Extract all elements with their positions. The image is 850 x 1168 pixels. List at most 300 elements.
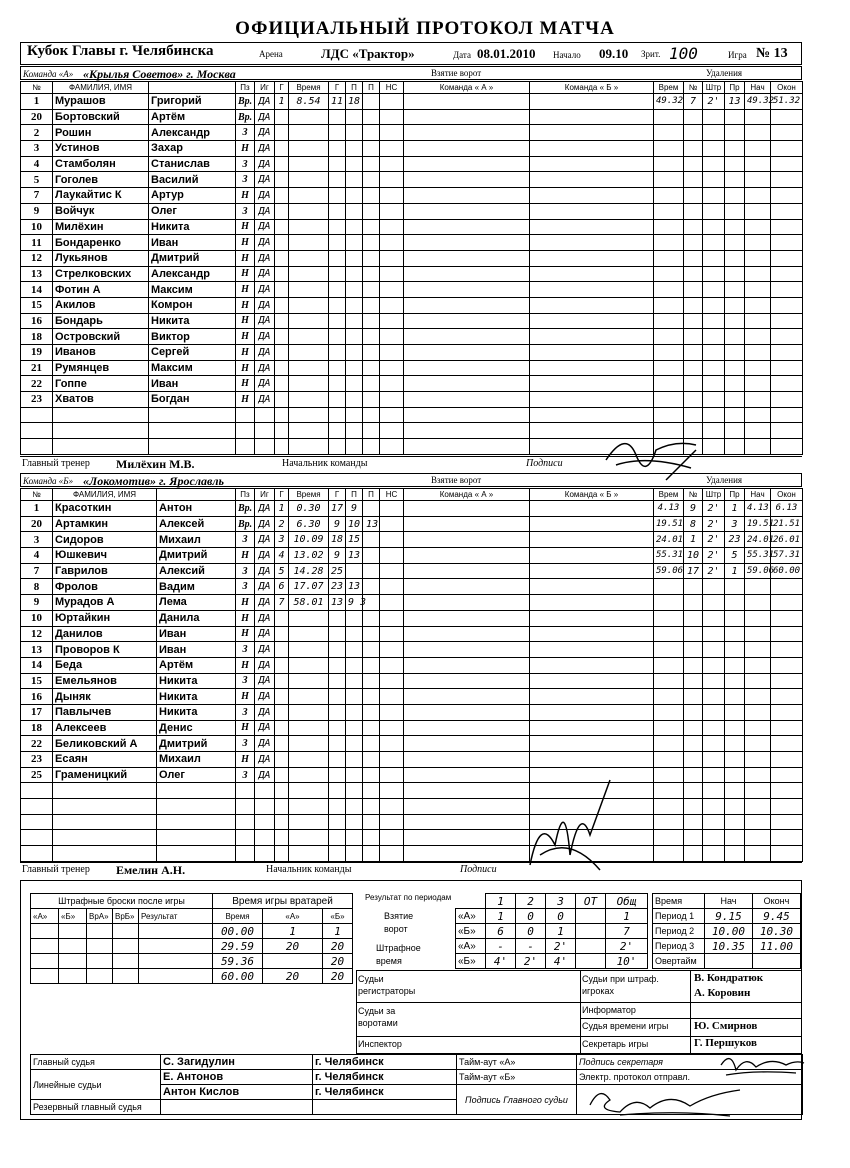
team-a-col [404,266,530,282]
goal-assist-2 [363,172,380,188]
pen-reason-header: Пр [725,489,745,501]
team-b-chief-label: Начальник команды [266,864,352,875]
pen-end [771,579,803,595]
shootout-cell [139,969,213,984]
player-played: ДА [255,501,275,517]
pen-end [771,219,803,235]
pen-b-value: 4' [486,954,516,969]
goal-ns [380,407,404,423]
name-header: ФАМИЛИЯ, ИМЯ [53,82,149,94]
pen-minutes [703,376,725,392]
team-a-col [404,188,530,204]
goal-time [289,297,329,313]
date-label: Дата [453,50,471,60]
pen-end [771,673,803,689]
gk-a: 20 [263,939,323,954]
pen-time [654,250,684,266]
goal-time [289,360,329,376]
pen-start: 55.31 [745,548,771,564]
goal-assist [346,156,363,172]
shootout-result-header: Результат [139,909,213,924]
pen-a-value: - [486,939,516,954]
player-firstname: Алексий [157,563,236,579]
team-b-col [530,266,654,282]
pos-header: Пз [236,489,255,501]
goal-scorer [329,282,346,298]
team-a-col [404,360,530,376]
goal-assist-2 [363,563,380,579]
goal-number [275,313,289,329]
player-row [21,392,803,408]
pen-reason [725,626,745,642]
player-number: 16 [21,313,53,329]
goal-assist [346,799,363,815]
team-b-col [530,704,654,720]
pen-reason [725,125,745,141]
goal-ns [380,345,404,361]
player-number: 14 [21,657,53,673]
pen-end [771,752,803,768]
shootout-cell [31,924,59,939]
player-position [236,799,255,815]
goal-time: 8.54 [289,94,329,110]
goal-number: 4 [275,548,289,564]
team-b-col [530,595,654,611]
goal-ns [380,626,404,642]
shootout-title: Штрафные броски после игры [31,894,213,909]
gk-b-header: «Б» [323,909,353,924]
player-number: 13 [21,266,53,282]
pen-reason [725,235,745,251]
goal-scorer [329,846,346,862]
pen-start [745,657,771,673]
goal-assist [346,172,363,188]
player-number: 13 [21,642,53,658]
player-played [255,783,275,799]
pen-end [771,814,803,830]
pen-player [684,610,703,626]
start-time: 09.10 [599,46,629,61]
team-a-col [404,673,530,689]
goal-assist [346,203,363,219]
player-number: 22 [21,376,53,392]
goal-ns [380,799,404,815]
pen-minutes [703,830,725,846]
goal-ns [380,392,404,408]
goal-time [289,250,329,266]
goal-scorer [329,250,346,266]
player-surname: Есаян [53,752,157,768]
player-position: З [236,642,255,658]
team-a-table [20,81,803,455]
pen-start [745,689,771,705]
secretary-sign-label: Подпись секретаря [577,1055,803,1070]
player-position [236,846,255,862]
goal-scorer [329,799,346,815]
pen-reason: 13 [725,94,745,110]
goal-ns [380,548,404,564]
period-label: Период 1 [653,909,705,924]
goal-scorer [329,439,346,455]
pen-minutes [703,360,725,376]
ot-header: ОТ [576,894,606,909]
goal-ns [380,125,404,141]
pen-time-header: Врем [654,489,684,501]
goal-assist [346,329,363,345]
player-firstname: Александр [149,125,236,141]
player-surname: Дыняк [53,689,157,705]
goal-ns [380,830,404,846]
goal-time [289,141,329,157]
linesmen-label: Линейные судьи [31,1070,161,1100]
pen-time [654,610,684,626]
team-b-col [530,579,654,595]
pen-time: 19.51 [654,516,684,532]
player-position [236,783,255,799]
goal-no-header: Г [275,489,289,501]
player-number: 18 [21,720,53,736]
goal-number [275,329,289,345]
goal-number: 5 [275,563,289,579]
player-position: З [236,767,255,783]
pen-start [745,282,771,298]
pen-time [654,188,684,204]
pen-reason [725,673,745,689]
player-number: 9 [21,595,53,611]
player-firstname [149,423,236,439]
team-b-col [530,109,654,125]
player-row [21,203,803,219]
player-number [21,423,53,439]
player-firstname: Денис [157,720,236,736]
player-row [21,830,803,846]
ns-header: НС [380,82,404,94]
team-b-col [530,345,654,361]
gk-b: 20 [323,939,353,954]
goal-ns [380,720,404,736]
team-a-col [404,172,530,188]
team-a-col [404,657,530,673]
team-a-col [404,516,530,532]
pen-time [654,814,684,830]
pen-time [654,626,684,642]
pen-end [771,125,803,141]
player-row [21,266,803,282]
player-played: ДА [255,109,275,125]
goals-a-value: 1 [486,909,516,924]
goal-number [275,141,289,157]
pen-minutes [703,125,725,141]
team-b-col [530,94,654,110]
goal-time [289,345,329,361]
pen-end [771,156,803,172]
pen-end [771,846,803,862]
player-firstname: Олег [149,203,236,219]
player-surname: Алексеев [53,720,157,736]
team-a-col [404,642,530,658]
player-number: 20 [21,516,53,532]
goal-number [275,814,289,830]
goal-scorer [329,392,346,408]
player-position: Вр. [236,501,255,517]
pen-start [745,846,771,862]
goal-scorer [329,329,346,345]
period-times-table [652,893,801,969]
player-position: З [236,172,255,188]
pen-start: 19.51 [745,516,771,532]
pen-minutes [703,345,725,361]
team-a-line [20,66,802,80]
pen-end: 51.32 [771,94,803,110]
player-row [21,219,803,235]
pen-time [654,109,684,125]
player-firstname: Алексей [157,516,236,532]
player-position: Н [236,376,255,392]
goal-number [275,626,289,642]
goal-number [275,704,289,720]
player-position [236,407,255,423]
pen-minutes [703,783,725,799]
pen-end [771,407,803,423]
goal-assist-2 [363,532,380,548]
team-b-coach-label: Главный тренер [22,864,90,875]
period-start [705,954,753,969]
goal-number [275,752,289,768]
pen-a-row [456,939,648,954]
pen-reason [725,203,745,219]
goal-assist [346,109,363,125]
pen-start [745,203,771,219]
player-row [21,767,803,783]
pen-reason [725,439,745,455]
chief-referee-signature-icon [580,1080,750,1120]
player-position: Н [236,266,255,282]
player-played: ДА [255,282,275,298]
start-label: Начало [553,50,581,60]
goal-number [275,657,289,673]
pen-end [771,830,803,846]
start-title: Нач [705,894,753,909]
player-position: З [236,203,255,219]
pen-minutes [703,219,725,235]
goal-assist [346,235,363,251]
goal-number [275,250,289,266]
team-b-col [530,563,654,579]
pen-time [654,203,684,219]
player-firstname: Григорий [149,94,236,110]
player-row [21,532,803,548]
player-number: 16 [21,689,53,705]
goal-time [289,783,329,799]
goal-assist [346,830,363,846]
goals-b-value [576,924,606,939]
player-firstname: Никита [157,704,236,720]
secretary-signature-icon [716,1045,806,1083]
goals-b-label: «Б» [456,924,486,939]
goal-assist-2 [363,610,380,626]
goal-assist-2 [363,548,380,564]
pen-time: 24.01 [654,532,684,548]
goal-scorer [329,141,346,157]
team-a-col [404,704,530,720]
player-number: 5 [21,172,53,188]
pen-start [745,156,771,172]
goal-assist-2 [363,297,380,313]
goal-scorer [329,188,346,204]
goal-number [275,783,289,799]
player-firstname: Станислав [149,156,236,172]
goal-assist: 9 3 [346,595,363,611]
pen-time [654,345,684,361]
pen-minutes [703,626,725,642]
player-surname: Стамболян [53,156,149,172]
pen-player [684,313,703,329]
shootout-cell [87,969,113,984]
pen-player [684,704,703,720]
header-row [21,489,803,501]
player-firstname: Антон [157,501,236,517]
pen-a-value: 2' [606,939,648,954]
pen-end [771,689,803,705]
player-firstname: Захар [149,141,236,157]
goal-assist-2 [363,657,380,673]
goal-assist [346,736,363,752]
pen-minutes [703,736,725,752]
player-played: ДА [255,767,275,783]
goal-assist-2 [363,282,380,298]
pen-player [684,830,703,846]
pen-end: 60.00 [771,563,803,579]
goal-ns [380,704,404,720]
spectators-label: Зрит. [641,49,661,59]
gk-time: 29.59 [213,939,263,954]
goal-assist-2 [363,235,380,251]
goal-assist [346,266,363,282]
goal-assist-2 [363,407,380,423]
pen-end: 26.01 [771,532,803,548]
pen-reason: 3 [725,516,745,532]
pen-start [745,830,771,846]
pen-reason: 5 [725,548,745,564]
goal-time [289,313,329,329]
gk-row [31,954,353,969]
shootout-cell [59,939,87,954]
goal-time [289,266,329,282]
pen-minutes: 2' [703,501,725,517]
team-b-col [530,657,654,673]
team-a-col [404,219,530,235]
team-b-col [530,689,654,705]
player-row [21,846,803,862]
pen-minutes [703,329,725,345]
player-firstname: Иван [149,376,236,392]
player-played: ДА [255,720,275,736]
team-a-col [404,532,530,548]
player-surname: Лукьянов [53,250,149,266]
shootout-b-header: «Б» [59,909,87,924]
team-b-goals-title: Взятие ворот [431,475,482,485]
player-number: 1 [21,94,53,110]
team-b-col [530,752,654,768]
player-row [21,172,803,188]
linesman-2: Антон Кислов [161,1085,313,1100]
team-b-col [530,673,654,689]
player-played: ДА [255,219,275,235]
game-number: № 13 [756,46,788,61]
goal-scorer [329,203,346,219]
pen-start [745,767,771,783]
player-position: З [236,673,255,689]
pen-player: 1 [684,532,703,548]
goal-assist-2 [363,501,380,517]
pen-player: 10 [684,548,703,564]
team-a-col [404,548,530,564]
goal-ns [380,439,404,455]
pen-reason [725,360,745,376]
goal-assist-2 [363,188,380,204]
pen-player [684,156,703,172]
goals-b-value: 1 [546,924,576,939]
goal-assist-2 [363,125,380,141]
game-label: Игра [728,50,747,60]
goal-header: Г [329,82,346,94]
pen-start-header: Нач [745,82,771,94]
team-b-signature-icon [510,775,620,885]
player-row [21,94,803,110]
team-b-col [530,392,654,408]
shootout-cell [87,924,113,939]
team-a-col [404,203,530,219]
pen-end [771,188,803,204]
pen-reason: 23 [725,532,745,548]
pen-time [654,329,684,345]
pen-b-label: «Б» [456,954,486,969]
goal-assist [346,563,363,579]
goal-scorer [329,814,346,830]
gk-a: 1 [263,924,323,939]
player-row [21,109,803,125]
player-number: 15 [21,297,53,313]
shootout-cell [87,954,113,969]
goal-time [289,814,329,830]
player-firstname: Иван [157,626,236,642]
period-time-row [653,939,801,954]
pen-end [771,423,803,439]
linesman-2-city: г. Челябинск [313,1085,457,1100]
goal-number [275,673,289,689]
goal-assist-2 [363,752,380,768]
goal-time: 0.30 [289,501,329,517]
pen-time [654,704,684,720]
pen-reason: 1 [725,501,745,517]
player-position: Н [236,329,255,345]
goal-time [289,156,329,172]
goal-scorer [329,642,346,658]
goal-assist [346,752,363,768]
goal-judges-label: Судьи за воротами [358,1006,398,1028]
player-position: Н [236,188,255,204]
assist-2-header: П [363,489,380,501]
player-firstname: Данила [157,610,236,626]
pen-reason [725,250,745,266]
pen-reason [725,595,745,611]
goal-time [289,673,329,689]
goal-scorer: 13 [329,595,346,611]
pen-player [684,767,703,783]
player-position: Н [236,250,255,266]
goals-a-value: 1 [606,909,648,924]
goal-scorer [329,657,346,673]
